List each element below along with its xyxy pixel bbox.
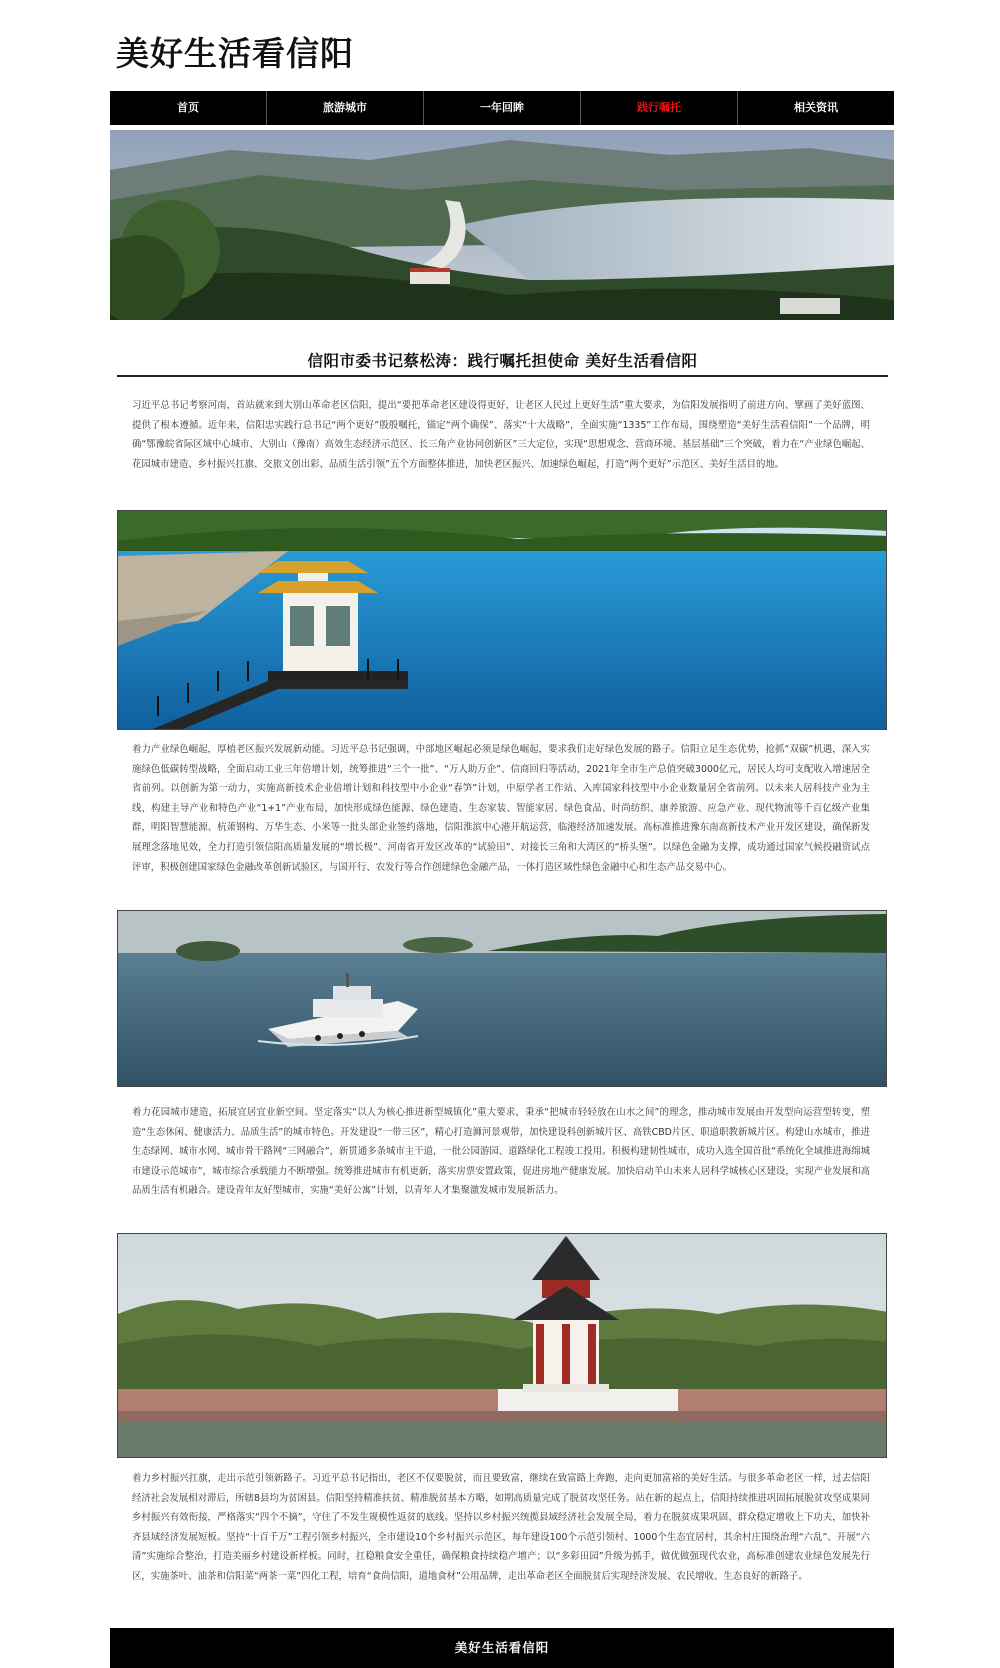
- nav-item-home[interactable]: 首页: [110, 91, 267, 125]
- main-nav: [110, 91, 894, 125]
- article-paragraph-1: 习近平总书记考察河南，首站就来到大别山革命老区信阳，提出“要把革命老区建设得更好，让老区人民过上更好生活”重大要求，为信阳发展指明了前进方向、擘画了美好蓝图、提供了根本遵循。近年来，信阳忠实践行总书记“两个更好”殷殷嘱托，锚定“两个确保”、落实“十大战略”，全面实施“1335”工作布局，围绕塑造“美好生活看信阳”一个品牌，明确“鄂豫皖省际区域中心城市、大别山（豫南）高效生态经济示范区、长三角产业协同创新区”三大定位，实现“思想观念、营商环境、基层基础”三个突破，着力在“产业绿色崛起、花园城市建造、乡村振兴扛旗、交旅文创出彩、品质生活引领”五个方面整体推进，加快老区振兴、加速绿色崛起，打造“两个更好”示范区、美好生活目的地。: [132, 400, 870, 470]
- article-paragraph-2: 着力产业绿色崛起，厚植老区振兴发展新动能。习近平总书记强调，中部地区崛起必须是绿色崛起，要求我们走好绿色发展的路子。信阳立足生态优势，抢抓“双碳”机遇，深入实施绿色低碳转型战略，全面启动工业三年倍增计划，统筹推进“三个一批”、“万人助万企”、信商回归等活动，2021年全市生产总值突破3000亿元，居民人均可支配收入增速居全省前列。以创新为第一动力，实施高新技术企业倍增计划和科技型中小企业“春笋”计划，中原学者工作站、入库国家科技型中小企业数量居全省前列。以未来人居科技产业为主线，构建主导产业和特色产业“1+1”产业布局，加快形成绿色能源、绿色建造、生态家装、智能家居、绿色食品、时尚纺织、康养旅游、应急产业、现代物流等千百亿级产业集群，明阳智慧能源、杭萧钢构、万华生态、小米等一批头部企业签约落地，信阳淮滨中心港开航运营，临港经济加速发展。高标准推进豫东南高新技术产业开发区建设，确保新发展理念落地见效，全力打造引领信阳高质量发展的“增长极”、河南省开发区改革的“试验田”、对接长三角和大湾区的“桥头堡”。以绿色金融为支撑，成功通过国家气候投融资试点评审，积极创建国家绿色金融改革创新试验区，与国开行、农发行等合作创建绿色金融产品，一体打造区域性绿色金融中心和生态产品交易中心。: [132, 744, 870, 873]
- article-title: 信阳市委书记蔡松涛：践行嘱托担使命 美好生活看信阳: [307, 352, 698, 370]
- lake-boat-photo: [117, 910, 887, 1087]
- site-title: 美好生活看信阳: [116, 34, 354, 73]
- nav-item-year-review[interactable]: 一年回眸: [424, 91, 581, 125]
- nav-item-related-news[interactable]: 相关资讯: [794, 101, 838, 114]
- footer-bar: 美好生活看信阳: [110, 1628, 894, 1668]
- article-paragraph-4: 着力乡村振兴扛旗，走出示范引领新路子。习近平总书记指出，老区不仅要脱贫，而且要致富，继续在致富路上奔跑，走向更加富裕的美好生活。与很多革命老区一样，过去信阳经济社会发展相对滞后，所辖8县均为贫困县。信阳坚持精准扶贫、精准脱贫基本方略，如期高质量完成了脱贫攻坚任务。站在新的起点上，信阳持续推进巩固拓展脱贫攻坚成果同乡村振兴有效衔接，严格落实“四个不摘”，守住了不发生规模性返贫的底线。坚持以乡村振兴统揽县域经济社会发展全局，着力在脱贫成果巩固、群众稳定增收上下功夫，加快补齐县域经济发展短板。坚持“十百千万”工程引领乡村振兴，全市建设10个乡村振兴示范区，每年建设100个示范引领村、1000个生态宜居村，其余村庄围绕治理“六乱”、开展“六清”实施综合整治，打造美丽乡村建设新样板。同时，扛稳粮食安全重任，确保粮食持续稳产增产；以“多彩田园”升级为抓手，做优做强现代农业，高标准创建农业绿色发展先行区，实施茶叶、油茶和信阳菜“两茶一菜”四化工程，培育“食尚信阳，道地食材”公用品牌，走出革命老区全面脱贫后实现经济发展、农民增收、生态良好的新路子。: [132, 1473, 870, 1582]
- banner-image: [110, 130, 894, 320]
- article-paragraph-3: 着力花园城市建造，拓展宜居宜业新空间。坚定落实“以人为核心推进新型城镇化”重大要求，秉承“把城市轻轻放在山水之间”的理念，推动城市发展由开发型向运营型转变，塑造“生态休闲、健康活力、品质生活”的城市特色。开发建设“一带三区”，精心打造浉河景观带，加快建设科创新城片区、高铁CBD片区、职道职教新城片区。构建山水城市，推进生态绿网、城市水网、城市骨干路网“三网融合”，新贯通多条城市主干道，一批公园游园、道路绿化工程竣工投用。积极构建韧性城市，成功入选全国首批“系统化全域推进海绵城市建设示范城市”，城市综合承载能力不断增强。统筹推进城市有机更新，落实房票安置政策，促进房地产健康发展。加快启动羊山未来人居科学城核心区建设，实现产业发展和高品质生活有机融合。建设青年友好型城市，实施“美好公寓”计划，以青年人才集聚激发城市发展新活力。: [132, 1107, 870, 1197]
- lakeside-pavilion-photo: [117, 1233, 887, 1458]
- reservoir-pavilion-photo: [117, 510, 887, 730]
- nav-item-practice-mission[interactable]: 践行嘱托: [581, 91, 738, 125]
- title-divider: [117, 375, 888, 377]
- nav-item-tourism-city[interactable]: 旅游城市: [267, 91, 424, 125]
